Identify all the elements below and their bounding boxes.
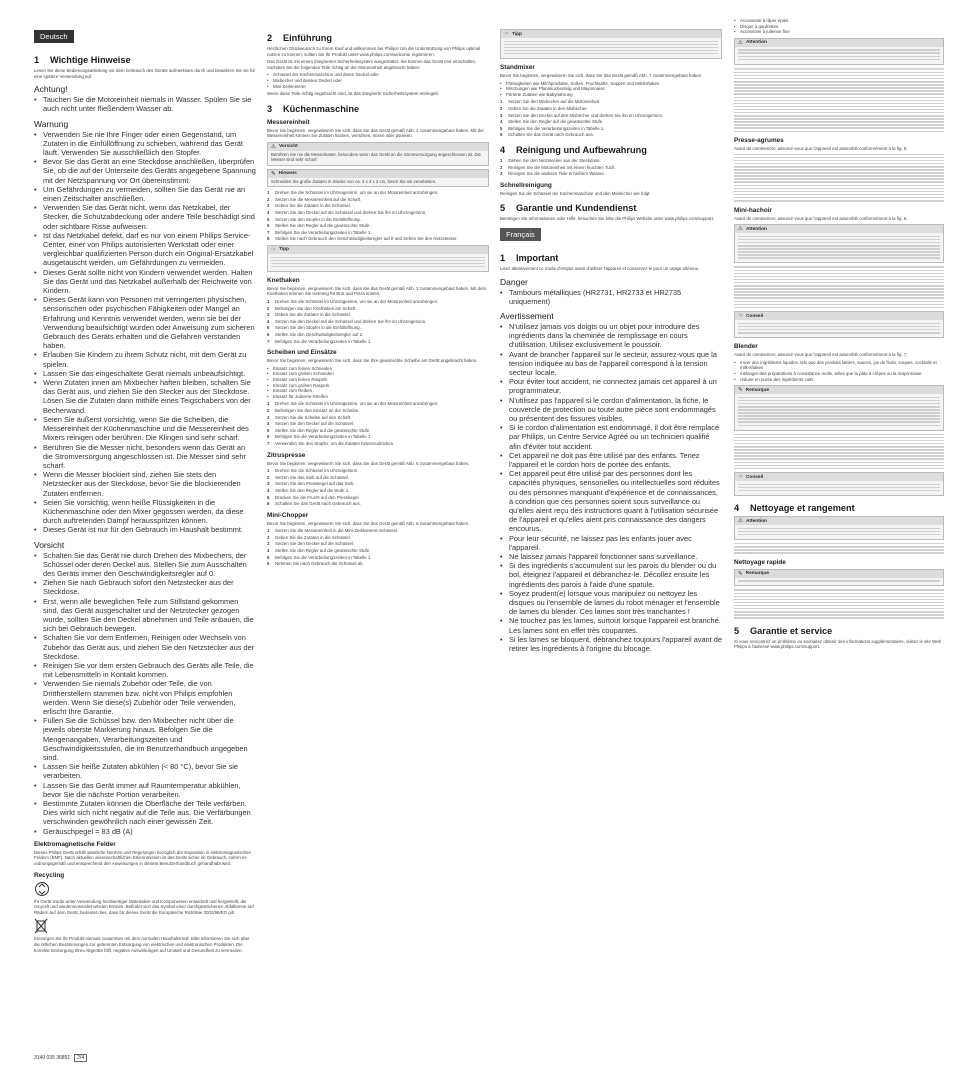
bullet-list-warnung [34, 130, 256, 535]
list-item: • Einsatz zum Reiben [267, 388, 489, 394]
step-item: 6 Stellen Sie den Regler auf die gewünschte Stufe. [267, 223, 371, 229]
subheading-standmixer: Standmixer [500, 64, 535, 72]
step-item: 1 Drehen Sie die Schüssel im Uhrzeigersinn, um sie an der Motoreinheit anzubringen. [267, 401, 439, 407]
list-item: • Mischungen wie Pfannkuchenteig und Mayonnaise [500, 86, 722, 92]
paragraph: Bevor Sie beginnen, vergewissern Sie sich, dass Sie das Gerät gemäß Abb. 6 zusammengebaut haben. [267, 520, 470, 526]
list-item: • Pürierte Zutaten wie Babynahrung [500, 92, 722, 98]
list-item: • Cet appareil peut être utilisé par des personnes dont les capacités physiques, sensorielles ou intellectuelles sont réduites ou des personnes manquant d'expérience et de connaissances, à condition que ces personnes soient sous surveillance ou qu'elles aient reçu des instructions quant à l'utilisation sécurisée de l'appareil et qu'elles aient pris connaissance des dangers encourus. [500, 469, 722, 533]
list-item: • Schalten Sie das Gerät nie durch Drehen des Mixbechers, der Schüssel oder deren Deckel aus. Stellen Sie zum Ausschalten des Geräts immer den Geschwindigkeitsregler auf 0. [34, 551, 256, 579]
list-item: • Ist das Netzkabel defekt, darf es nur von einem Philips Service-Center, einer von Philips autorisierten Werkstatt oder einer vergleichbar qualifizierten Person durch ein Original-Ersatzkabel ausgetauscht werden, um Gefährdungen zu vermeiden. [34, 231, 256, 268]
step-item: 6 Stellen Sie den Geschwindigkeitsregler auf 2. [267, 332, 364, 338]
bullet-list-blender [734, 360, 944, 382]
paragraph: Bevor Sie beginnen, vergewissern Sie sich, dass Sie das Gerät gemäß Abb. 7 zusammengebaut haben. [500, 73, 703, 79]
step-item: 5 Befolgen Sie die Verarbeitungszeiten in Tabelle 1. [500, 125, 605, 131]
list-item: • Erlauben Sie Kindern zu ihrem Schutz nicht, mit dem Gerät zu spielen. [34, 350, 256, 368]
tip-box: ☞ Tipp [267, 245, 489, 272]
list-item: • Einsatz zum feinen Schneiden [267, 366, 489, 372]
list-item: • Pour éviter tout accident, ne connectez jamais cet appareil à un programmateur. [500, 377, 722, 395]
steps-zitrus [267, 468, 489, 507]
list-item: • Bestimmte Zutaten können die Oberfläche der Teile verfärben. Dies wirkt sich nicht negativ auf die Teile aus. Die Verfärbungen verschwinden gewöhnlich nach einer gewissen Zeit. [34, 799, 256, 827]
tip-icon: ☞ [271, 246, 276, 253]
step-item: 1 Drehen Sie die Schüssel im Uhrzeigersinn, um sie an der Motoreinheit anzubringen. [267, 190, 439, 196]
section-heading-fr-important: 1 Important [500, 252, 559, 263]
subheading-recycling: Recycling [34, 871, 65, 879]
list-item: • Einsatz zum feinen Raspeln [267, 377, 489, 383]
list-item: • Accessoire à râper épais [734, 18, 944, 24]
list-item: • Pour leur sécurité, ne laissez pas les enfants jouer avec l'appareil. [500, 534, 722, 552]
bullet-list-achtung [34, 95, 256, 113]
step-item: 4 Stellen Sie den Regler auf die gewünschte Stufe. [267, 548, 371, 554]
list-item: • Wenn die Messer blockiert sind, ziehen Sie stets den Netzstecker aus der Steckdose, bevor Sie die blockierenden Zutaten entfernen. [34, 470, 256, 498]
recycling-block [34, 881, 256, 897]
bullet-list-vorsicht [34, 551, 256, 836]
step-item: 1 Ziehen Sie den Netzstecker aus der Steckdose. [500, 158, 601, 163]
step-item: 3 Setzen Sie die Scheibe auf den Schaft. [267, 414, 352, 420]
paragraph: Bevor Sie beginnen, vergewissern Sie sich, dass Sie Ihre gewünschte Scheibe am Gerät angebracht haben. [267, 358, 478, 364]
list-item: • Seien Sie äußerst vorsichtig, wenn Sie die Scheiben, die Messereinheit der Küchenmaschine und die Messereinheit des Mixers reinigen oder berühren. Die Klingen sind sehr scharf. [34, 415, 256, 443]
step-item: 8 Stellen Sie nach Gebrauch den Geschwindigkeitsregler auf 0 und ziehen Sie den Netzstecker. [267, 236, 458, 242]
bullet-list-accessories [734, 18, 944, 35]
section-heading-reinigung: 4 Reinigung und Aufbewahrung [500, 145, 647, 155]
list-item: • Erst, wenn alle beweglichen Teile zum Stillstand gekommen sind, das Gerät ausgeschaltet und der Netzstecker gezogen wurde, sollten Sie den Deckel abnehmen und Teile anbauen, die sich bei Gebrauch bewegen. [34, 597, 256, 634]
step-item: 3 Setzen Sie den Deckel auf den Mixbecher und drehen Sie ihn im Uhrzeigersinn. [500, 112, 664, 118]
list-item: • Verwenden Sie niemals Zubehör oder Teile, die von Drittherstellern stammen bzw. nicht von Philips empfohlen werden. Wenn Sie diese(s) Zubehör oder Teile verwenden, erlischt Ihre Garantie. [34, 679, 256, 716]
step-item: 2 Setzen Sie das Sieb auf die Schüssel. [267, 474, 350, 480]
note-box: ✎ Remarque [734, 569, 944, 587]
subheading-scheiben: Scheiben und Einsätze [267, 349, 337, 357]
list-item: • Tauchen Sie die Motoreinheit niemals in Wasser. Spülen Sie sie auch nicht unter fließendem Wasser ab. [34, 95, 256, 113]
weee-block [34, 917, 256, 934]
step-item: 5 Setzen Sie den Stopfer in die Einfüllöffnung. [267, 325, 361, 331]
step-item: 4 Setzen Sie den Deckel auf die Schüssel und drehen Sie ihn im Uhrzeigersinn. [267, 209, 427, 215]
warning-icon: ⚠ [738, 226, 743, 233]
tip-box: ☞ Tipp [500, 29, 722, 59]
paragraph: Benötigen Sie Informationen oder Hilfe, besuchen Sie bitte die Philips Website unter www.philips.com/support. [500, 216, 715, 222]
list-item: • Mixbecher und dessen Deckel oder [267, 78, 489, 84]
step-item: 4 Stellen Sie den Regler auf die gewünschte Stufe. [500, 119, 604, 125]
subheading-warnung: Warnung [34, 118, 69, 129]
crossed-bin-icon [34, 917, 48, 934]
subheading-danger: Danger [500, 276, 528, 287]
recycle-icon [34, 881, 50, 897]
paragraph: Avant de commencer, assurez-vous que l'appareil est assemblé conformément à la fig. 7. [734, 352, 908, 358]
section-heading-kitchen: 3 Küchenmaschine [267, 103, 360, 114]
step-item: 7 Befolgen Sie die Verarbeitungszeiten in Tabelle 1. [267, 338, 372, 344]
list-item: • Lassen Sie heiße Zutaten abkühlen (< 80 °C), bevor Sie sie verarbeiten. [34, 762, 256, 780]
steps-mini [267, 528, 489, 567]
list-item: • Ziehen Sie nach Gebrauch sofort den Netzstecker aus der Steckdose. [34, 578, 256, 596]
step-item: 5 Drücken Sie die Frucht auf den Presskegel. [267, 494, 360, 500]
paragraph-recycling: Ihr Gerät wurde unter Verwendung hochwertiger Materialien und Komponenten entwickelt und hergestellt, die recycelt und wiederverwendet werden können. Befindet sich das Symbol einer durchgestrichenen Abfalltonne auf Rädern auf dem Gerät, bedeutet dies, dass für dieses Gerät die Europäische Richtlinie 2002/96/EG gilt. [34, 898, 254, 915]
list-item: • N'utilisez pas l'appareil si le cordon d'alimentation, la fiche, le couvercle de protection ou toute autre pièce sont endommagés ou présentent des fissures visibles. [500, 396, 722, 424]
step-item: 4 Setzen Sie den Deckel auf die Schüssel. [267, 421, 355, 427]
step-item: 7 Befolgen Sie die Verarbeitungszeiten in Tabelle 1. [267, 229, 372, 235]
step-item: 1 Setzen Sie die Messereinheit in die Mini-Zerkleinerer-Schüssel. [267, 528, 399, 534]
step-item: 7 Verwenden Sie den Stopfer, um die Zutaten hineinzudrücken. [267, 440, 395, 446]
paragraph: Lesen Sie diese Bedienungsanleitung vor dem Gebrauch des Geräts aufmerksam durch und bewahren Sie sie für eine spätere Verwendung auf. [34, 68, 256, 79]
column-german-1 [34, 26, 256, 955]
subheading-vorsicht: Vorsicht [34, 539, 65, 550]
step-item: 4 Stellen Sie den Regler auf die Stufe 1. [267, 487, 350, 493]
section-heading-intro: 2 Einführung [267, 33, 332, 43]
list-item: • Lassen Sie das eingeschaltete Gerät niemals unbeaufsichtigt. [34, 369, 256, 378]
step-item: 2 Reinigen Sie die Motoreinheit mit einem feuchten Tuch. [500, 164, 616, 170]
step-item: 4 Setzen Sie den Deckel auf die Schüssel und drehen Sie ihn im Uhrzeigersinn. [267, 318, 427, 324]
list-item: • réduire en purée des ingrédients cuits [734, 377, 944, 383]
column-3 [500, 26, 722, 653]
subheading-avertissement: Avertissement [500, 310, 554, 321]
steps-reinigung [500, 158, 722, 177]
caution-box: ⚠ Vorsicht Berühren Sie nie die Messerkante, besonders wenn das Gerät an die Stromversorgung angeschlossen ist. Die Messer sind sehr scharf. [267, 142, 489, 166]
paragraph: Herzlichen Glückwunsch zu Ihrem Kauf und willkommen bei Philips! Um die Unterstützung von Philips optimal nutzen zu können, sollten Sie Ihr Produkt unter www.philips.com/welcome registrieren. [267, 46, 481, 57]
subheading-nettoyage-rapide: Nettoyage rapide [734, 558, 786, 566]
section-heading-garantie-fr: 5 Garantie et service [734, 625, 833, 636]
steps-mixer [500, 99, 722, 138]
list-item: • Ne touchez pas les lames, surtout lorsque l'appareil est branché. Les lames sont en effet très coupantes. [500, 616, 722, 634]
step-item: 1 Setzen Sie den Mixbecher auf die Motoreinheit. [500, 99, 601, 105]
list-item: • Reinigen Sie vor dem ersten Gebrauch des Geräts alle Teile, die mit Lebensmitteln in Kontakt kommen. [34, 661, 256, 679]
subheading-mini: Mini-Chopper [267, 511, 309, 519]
bullet-list-standmixer [500, 81, 722, 98]
note-icon: ✎ [271, 170, 276, 177]
note-box: ✎ Hinweis Schneiden Sie große Zutaten in Stücke von ca. 3 x 3 x 3 cm, bevor Sie sie verarbeiten. [267, 169, 489, 187]
warning-icon: ⚠ [738, 39, 743, 46]
step-item: 2 Geben Sie die Zutaten in den Mixbecher. [500, 106, 588, 112]
list-item: • Schüssel der Küchenmaschine und deren Deckel oder [267, 72, 489, 78]
list-item: • Um Gefährdungen zu vermeiden, sollten Sie das Gerät nie an einen Zeitschalter anschließen. [34, 185, 256, 203]
tip-icon: ☞ [738, 474, 743, 481]
step-item: 6 Schalten Sie das Gerät nach Gebrauch aus. [500, 132, 594, 138]
language-tab-french: Français [500, 228, 541, 241]
step-item: 2 Setzen Sie die Messereinheit auf die Schaft. [267, 196, 362, 202]
paragraph-recycling-2: Entsorgen Sie Ihr Produkt niemals zusammen mit dem normalen Haushaltsmüll. Bitte informieren Sie sich über die örtlichen Bestimmungen zur getrennten Entsorgung von elektrischen und elektronischen Produkten. Die korrekte Entsorgung Ihres Altgeräts hilft, negative Auswirkungen auf Umwelt und Gesundheit zu vermeiden. [34, 936, 250, 953]
subheading-mini-hachoir: Mini-hachoir [734, 206, 772, 214]
step-item: 2 Geben Sie die Zutaten in die Schüssel. [267, 534, 351, 540]
step-item: 3 Setzen Sie den Presskegel auf das Sieb. [267, 481, 355, 487]
page-number: 2/4 [74, 1054, 87, 1062]
step-item: 1 Drehen Sie die Schüssel im Uhrzeigersinn. [267, 468, 359, 474]
tip-icon: ☞ [504, 31, 509, 37]
note-icon: ✎ [738, 570, 743, 577]
list-item: • Soyez prudent(e) lorsque vous manipulez ou nettoyez les disques ou l'ensemble de lames du robot ménager et l'ensemble de lames du blender. Ces lames sont très tranchantes ! [500, 589, 722, 617]
list-item: • Mini-Zerkleinerer [267, 84, 489, 90]
step-item: 6 Befolgen Sie die Verarbeitungszeiten in Tabelle 1. [267, 434, 372, 440]
list-item: • Einsatz für Julienne-Streifen [267, 394, 489, 400]
bullet-list-intro [267, 72, 489, 89]
steps-messer [267, 190, 489, 242]
step-item: 2 Befestigen Sie den Knethaken am Schaft. [267, 305, 357, 311]
warning-icon: ⚠ [271, 143, 276, 150]
subheading-blender: Blender [734, 343, 758, 351]
column-french-3 [734, 18, 944, 652]
steps-scheiben [267, 401, 489, 446]
list-item: • Seien Sie vorsichtig, wenn heiße Flüssigkeiten in die Küchenmaschine oder den Mixer gegossen werden, da diese durch auftretenden Dampf herausspritzen können. [34, 498, 256, 526]
step-item: 2 Befestigen Sie den Einsatz an der Scheibe. [267, 407, 360, 413]
caution-box: ⚠ Attention [734, 516, 944, 540]
list-item: • mixer des ingrédients liquides, tels que des produits laitiers, sauces, jus de fruits, soupes, cocktails et milk-shakes [734, 360, 944, 371]
list-item: • Geräuschpegel = 83 dB (A) [34, 827, 256, 836]
steps-kneten [267, 299, 489, 344]
subheading-emf: Elektromagnetische Felder [34, 840, 116, 848]
paragraph: Avant de commencer, assurez-vous que l'appareil est assemblé conformément à la fig. 5. [734, 146, 908, 152]
subheading-achtung: Achtung! [34, 84, 68, 95]
subheading-kneten: Knethaken [267, 276, 300, 284]
step-item: 3 Geben Sie die Zutaten in die Schüssel. [267, 312, 351, 318]
paragraph: Wenn diese Teile richtig angebracht sind, ist das integrierte Sicherheitssystem entriegelt. [267, 91, 439, 97]
subheading-schnell: Schnellreinigung [500, 181, 552, 189]
list-item: • Cet appareil ne doit pas être utilisé par des enfants. Tenez l'appareil et le cordon hors de portée des enfants. [500, 451, 722, 469]
caution-box: ⚠ Attention [734, 38, 944, 65]
subheading-messer: Messereinheit [267, 118, 310, 126]
list-item: • Füllen Sie die Schüssel bzw. den Mixbecher nicht über die jeweils oberste Markierung hinaus. Befolgen Sie die Mengenangaben, Verarbeitungszeiten und Geschwindigkeitsstufen, die im Benutzerhandbuch angegeben sind. [34, 716, 256, 762]
paragraph: Bevor Sie beginnen, vergewissern Sie sich, dass Sie das Gerät gemäß Abb. 5 zusammengebaut haben. [267, 460, 470, 466]
step-item: 3 Setzen Sie den Deckel auf die Schüssel. [267, 541, 355, 547]
list-item: • Flüssigkeiten wie Milchprodukte, Soßen, Fruchtsäfte, Suppen und Milchshakes [500, 81, 722, 87]
list-item: • Si le cordon d'alimentation est endommagé, il doit être remplacé par Philips, un Centre Service Agréé ou un technicien qualifié afin d'éviter tout accident. [500, 423, 722, 451]
list-item: • Lassen Sie das Gerät immer auf Raumtemperatur abkühlen, bevor Sie die nächste Portion verarbeiten. [34, 781, 256, 799]
paragraph: Avant de commencer, assurez-vous que l'appareil est assemblé conformément à la fig. 6. [734, 215, 908, 221]
step-item: 5 Stellen Sie den Regler auf die gewünschte Stufe. [267, 427, 371, 433]
list-item: • Dieses Gerät ist nur für den Gebrauch im Haushalt bestimmt. [34, 525, 256, 534]
bullet-list-scheiben [267, 366, 489, 400]
language-tab-german: Deutsch [34, 30, 74, 43]
list-item: • mélanger des préparations à consistance molle, telles que la pâte à crêpes ou la mayonnaise [734, 371, 944, 377]
tip-box: ☞ Conseil [734, 472, 944, 496]
step-item: 5 Setzen Sie den Stopfer in die Einfüllöffnung. [267, 216, 361, 222]
section-heading-nettoyage: 4 Nettoyage et rangement [734, 503, 855, 514]
list-item: • Si les lames se bloquent, débranchez toujours l'appareil avant de retirer les ingrédients à l'origine du blocage. [500, 635, 722, 653]
step-item: 3 Geben Sie die Zutaten in die Schüssel. [267, 203, 351, 209]
step-item: 5 Befolgen Sie die Verarbeitungszeiten in Tabelle 1. [267, 554, 372, 560]
document-code: 3140 035 36851 [34, 1055, 71, 1061]
step-item: 3 Reinigen Sie die anderen Teile in heißem Wasser. [500, 171, 605, 177]
bullet-list-danger [500, 288, 722, 306]
list-item: • Dieses Gerät sollte nicht von Kindern verwendet werden. Halten Sie das Gerät und das Netzkabel außerhalb der Reichweite von Kindern. [34, 268, 256, 296]
note-box: ✎ Remarque [734, 385, 944, 431]
list-item: • Berühren Sie die Messer nicht, besonders wenn das Gerät an die Stromversorgung angeschlossen ist. Die Messer sind sehr scharf. [34, 443, 256, 471]
paragraph: Reinigen Sie die Schüssel der Küchenmaschine und den Mixbecher wie folgt: [500, 190, 651, 196]
list-item: • Einsatz zum groben Raspeln [267, 383, 489, 389]
section-heading-important: 1 Wichtige Hinweise [34, 55, 131, 65]
paragraph: Si vous rencontrez un problème ou souhaitez obtenir des informations supplémentaires, visitez le site Web Philips à l'adresse www.philips.com/support. [734, 638, 942, 650]
tip-icon: ☞ [738, 313, 743, 320]
paragraph: Bevor Sie beginnen, vergewissern Sie sich, dass Sie das Gerät gemäß Abb. 2 zusammengebaut haben. Mit der Messereinheit können Sie Zutaten hacken, verrühren, mixen oder pürieren. [267, 127, 484, 139]
column-german-2 [267, 26, 489, 569]
paragraph: Lisez attentivement ce mode d'emploi avant d'utiliser l'appareil et conservez-le pour un usage ultérieur. [500, 265, 700, 271]
list-item: • Tambours métalliques (HR2731, HR2733 et HR2735 uniquement) [500, 288, 722, 306]
tip-box: ☞ Conseil [734, 311, 944, 338]
subheading-presse: Presse-agrumes [734, 137, 784, 145]
list-item: • Schalten Sie vor dem Entfernen, Reinigen oder Wechseln von Zubehör das Gerät aus, und ziehen Sie den Netzstecker aus der Steckdose. [34, 633, 256, 661]
list-item: • Accessoire à julienne fine [734, 29, 944, 35]
note-icon: ✎ [738, 387, 743, 394]
list-item: • Ne laissez jamais l'appareil fonctionner sans surveillance. [500, 552, 722, 561]
subheading-zitrus: Zitruspresse [267, 451, 306, 459]
section-heading-garantie: 5 Garantie und Kundendienst [500, 203, 637, 214]
list-item: • Wenn Zutaten innen am Mixbecher haften bleiben, schalten Sie das Gerät aus, und ziehen Sie den Stecker aus der Steckdose. Lösen Sie die Zutaten dann mithilfe eines Teigschabers von der Becherwand. [34, 378, 256, 415]
list-item: • N'utilisez jamais vos doigts ou un objet pour introduire des ingrédients dans la cheminée de remplissage en cours d'utilisation. Utilisez exclusivement le poussoir. [500, 322, 722, 350]
list-item: • Si des ingrédients s'accumulent sur les parois du blender ou du bol, éteignez l'appareil et débranchez-le. Décollez ensuite les ingrédients des parois à l'aide d'une spatule. [500, 561, 722, 589]
list-item: • Einsatz zum groben Schneiden [267, 371, 489, 377]
step-item: 6 Nehmen Sie nach Gebrauch die Schüssel ab. [267, 561, 364, 567]
list-item: • Verwenden Sie das Gerät nicht, wenn das Netzkabel, der Stecker, die Schutzabdeckung oder andere Teile beschädigt sind oder sichtbare Risse aufweisen. [34, 203, 256, 231]
step-item: 1 Drehen Sie die Schüssel im Uhrzeigersinn, um sie an der Motoreinheit anzubringen. [267, 299, 439, 305]
warning-icon: ⚠ [738, 518, 743, 525]
list-item: • Verwenden Sie nie Ihre Finger oder einen Gegenstand, um Zutaten in die Einfüllöffnung zu schieben, während das Gerät läuft. Verwenden Sie ausschließlich den Stopfer. [34, 130, 256, 158]
paragraph: Bevor Sie beginnen, vergewissern Sie sich, dass Sie das Gerät gemäß Abb. 3 zusammengebaut haben. Mit dem Knethaken können Sie Hefeteig für Brot und Pizza kneten. [267, 285, 487, 297]
list-item: • Avant de brancher l'appareil sur le secteur, assurez-vous que la tension indiquée au bas de l'appareil correspond à la tension secteur locale. [500, 350, 722, 378]
paragraph-emf: Dieses Philips Gerät erfüllt sämtliche Normen und Regelungen bezüglich der Exposition in elektromagnetischen Feldern (EMF). Nach aktuellen wissenschaftlichen Erkenntnissen ist das Gerät sicher im Gebrauch, sofern es ordnungsgemäß und entsprechend den Anweisungen in diesem Benutzerhandbuch gehandhabt wird. [34, 849, 251, 867]
paragraph: Das Gerät ist mit einem integrierten Sicherheitssystem ausgestattet. Sie können das Gerät erst einschalten, nachdem Sie die folgenden Teile richtig an der Motoreinheit angebracht haben: [267, 59, 477, 70]
step-item: 6 Schalten Sie das Gerät nach Gebrauch aus. [267, 501, 361, 507]
bullet-list-avertissement [500, 322, 722, 653]
list-item: • Bevor Sie das Gerät an eine Steckdose anschließen, überprüfen Sie, ob die auf der Unterseite des Geräts angegebene Spannung mit der Netzspannung vor Ort übereinstimmt. [34, 157, 256, 185]
list-item: • Dieses Gerät kann von Personen mit verringerten physischen, sensorischen oder psychischen Fähigkeiten oder Mangel an Erfahrung und Kenntnis verwendet werden, wenn sie bei der Verwendung beaufsichtigt wurden oder Anweisung zum sicheren Gebrauch des Geräts erhalten und die Gefahren verstanden haben. [34, 295, 256, 350]
caution-box: ⚠ Attention [734, 224, 944, 263]
page-footer [34, 1054, 87, 1062]
list-item: • Disque à gaufrettes [734, 24, 944, 30]
